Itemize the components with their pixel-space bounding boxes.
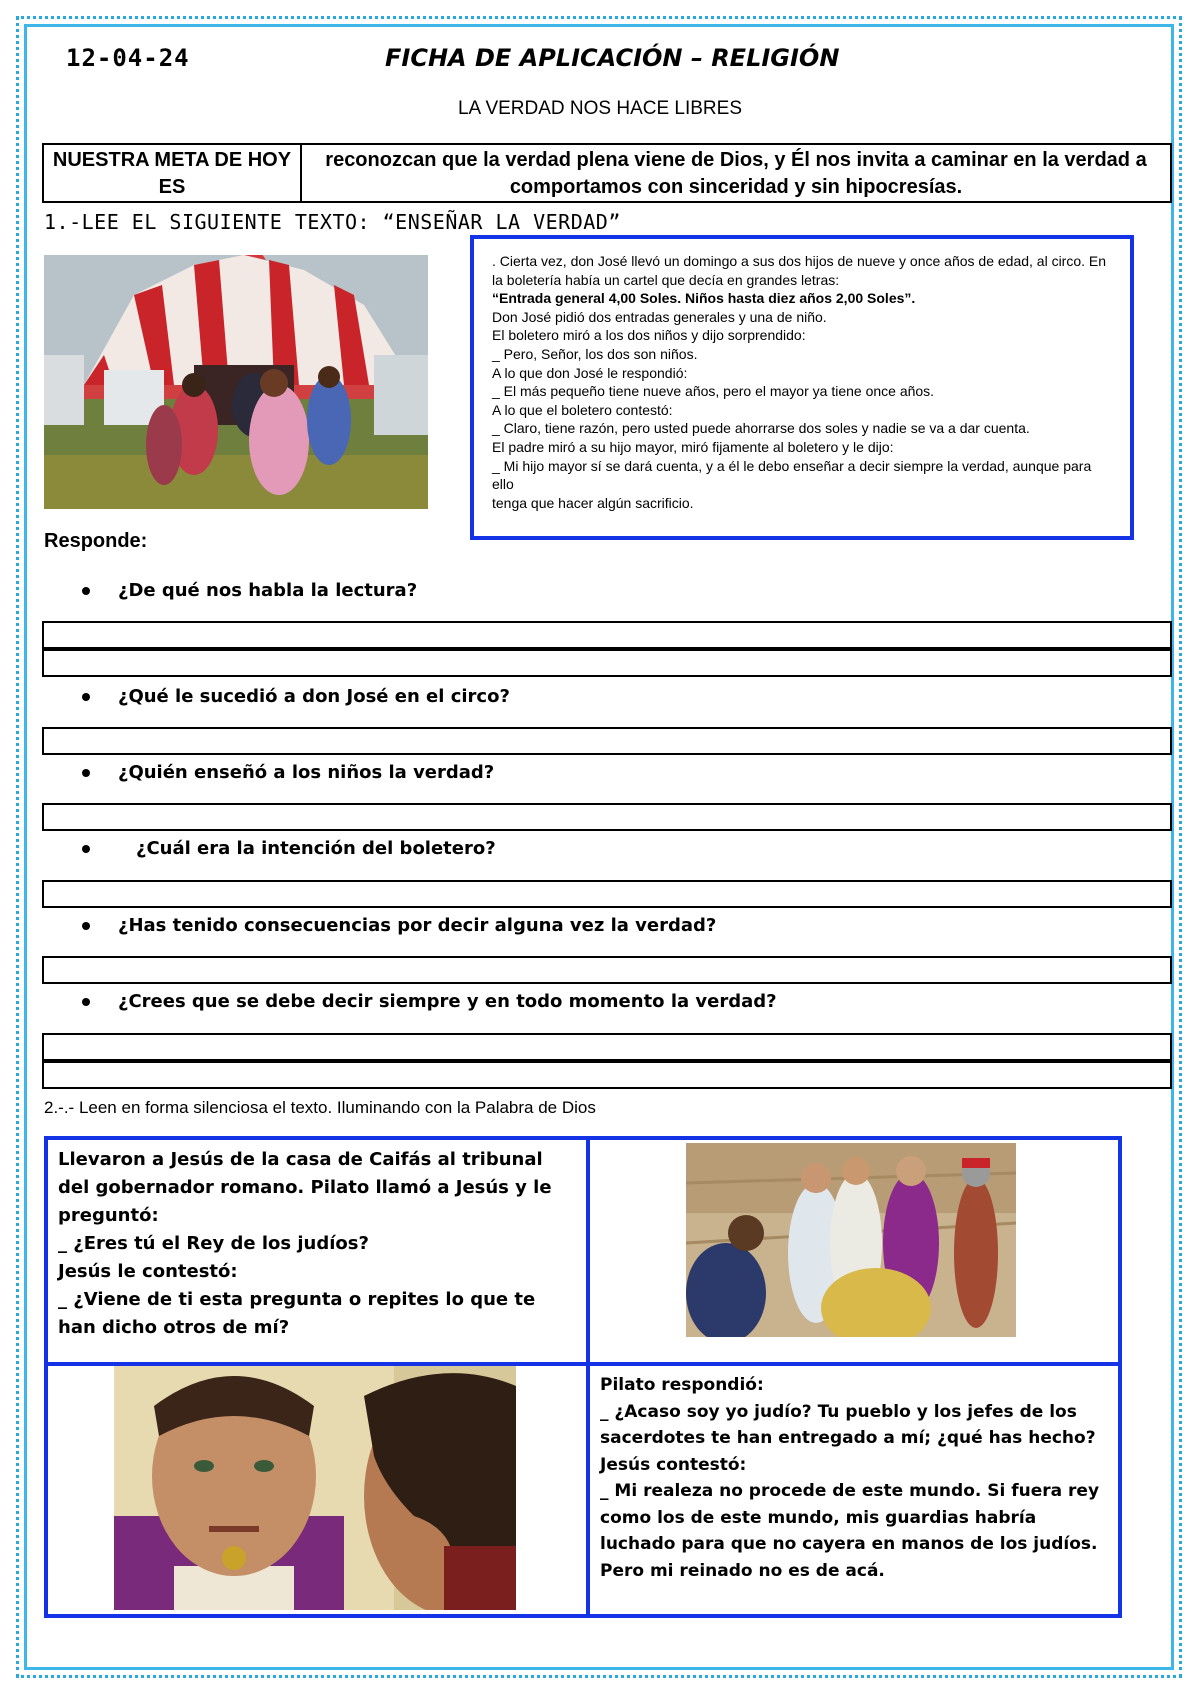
jesus-before-pilate-illustration xyxy=(686,1143,1016,1337)
question-2 xyxy=(82,686,510,707)
reading-p1: . Cierta vez, don José llevó un domingo a sus dos hijos de nueve y once años de edad, al circo. En la boletería había un cartel que decía en grandes letras: xyxy=(492,253,1107,288)
reading-text-box xyxy=(470,235,1134,540)
answer-line-2[interactable] xyxy=(42,727,1172,755)
bible-cell-4 xyxy=(600,1372,1110,1584)
worksheet-subtitle: LA VERDAD NOS HACE LIBRES xyxy=(457,98,743,119)
reading-p11: _ Mi hijo mayor sí se dará cuenta, y a él le debo enseñar a decir siempre la verdad, aunque para ello xyxy=(492,457,1092,493)
question-1 xyxy=(82,580,417,601)
cell4-line1: Pilato respondió: xyxy=(600,1375,764,1395)
question-3-text: ¿Quién enseñó a los niños la verdad? xyxy=(118,762,495,783)
question-2-text: ¿Qué le sucedió a don José en el circo? xyxy=(118,686,510,707)
cell1-line3: Jesús le contestó: xyxy=(58,1261,238,1282)
bullet-icon xyxy=(82,998,90,1006)
reading-p3: Don José pidió dos entradas generales y una de niño. xyxy=(492,308,827,325)
cell1-line2: _ ¿Eres tú el Rey de los judíos? xyxy=(58,1233,369,1254)
question-3 xyxy=(82,762,494,783)
goal-label: NUESTRA META DE HOY ES xyxy=(44,145,302,201)
question-5 xyxy=(82,915,716,936)
respond-label: Responde: xyxy=(44,530,148,552)
cell1-line4: _ ¿Viene de ti esta pregunta o repites lo que te han dicho otros de mí? xyxy=(58,1289,536,1338)
circus-image xyxy=(44,255,428,509)
bible-cell-1 xyxy=(58,1146,568,1342)
answer-line-1b[interactable] xyxy=(42,649,1172,677)
reading-p12: tenga que hacer algún sacrificio. xyxy=(492,494,694,511)
cell1-line1: Llevaron a Jesús de la casa de Caifás al tribunal del gobernador romano. Pilato llamó a Jesús y le preguntó: xyxy=(58,1149,552,1226)
answer-line-6a[interactable] xyxy=(42,1033,1172,1061)
bullet-icon xyxy=(82,693,90,701)
cell4-line3: Jesús contestó: xyxy=(600,1454,747,1475)
question-6-text: ¿Crees que se debe decir siempre y en todo momento la verdad? xyxy=(118,991,777,1012)
answer-line-6b[interactable] xyxy=(42,1061,1172,1089)
pilate-and-jesus-illustration xyxy=(114,1366,516,1610)
reading-p4: El boletero miró a los dos niños y dijo sorprendido: xyxy=(492,327,806,344)
section2-heading: 2.-.- Leen en forma silenciosa el texto. Iluminando con la Palabra de Dios xyxy=(44,1098,596,1117)
bullet-icon xyxy=(82,845,90,853)
reading-p10: El padre miró a su hijo mayor, miró fijamente al boletero y le dijo: xyxy=(492,438,894,455)
answer-line-3[interactable] xyxy=(42,803,1172,831)
cell4-line2: _ ¿Acaso soy yo judío? Tu pueblo y los jefes de los sacerdotes te han entregado a mí; ¿qué has hecho? xyxy=(600,1401,1096,1448)
question-5-text: ¿Has tenido consecuencias por decir alguna vez la verdad? xyxy=(118,915,717,936)
goal-text: reconozcan que la verdad plena viene de Dios, y Él nos invita a caminar en la verdad a comportamos con sinceridad y sin hipocresías. xyxy=(325,149,1147,198)
answer-line-1a[interactable] xyxy=(42,621,1172,649)
bullet-icon xyxy=(82,587,90,595)
reading-p2: “Entrada general 4,00 Soles. Niños hasta diez años 2,00 Soles”. xyxy=(492,290,916,307)
worksheet-date: 12-04-24 xyxy=(66,44,190,72)
section1-heading: 1.-LEE EL SIGUIENTE TEXTO: “ENSEÑAR LA VERDAD” xyxy=(44,210,621,234)
grid-divider-vertical xyxy=(586,1140,590,1614)
question-4 xyxy=(82,838,496,859)
answer-line-4[interactable] xyxy=(42,880,1172,908)
reading-p9: _ Claro, tiene razón, pero usted puede ahorrarse dos soles y nadie se va a dar cuenta. xyxy=(492,420,1030,437)
cell4-line5: Pero mi reinado no es de acá. xyxy=(600,1560,885,1581)
reading-p5: _ Pero, Señor, los dos son niños. xyxy=(492,345,698,362)
bullet-icon xyxy=(82,769,90,777)
reading-p8: A lo que el boletero contestó: xyxy=(492,401,673,418)
reading-p7: _ El más pequeño tiene nueve años, pero el mayor ya tiene once años. xyxy=(492,383,935,400)
question-6 xyxy=(82,991,777,1012)
reading-p6: A lo que don José le respondió: xyxy=(492,364,688,381)
question-4-text: ¿Cuál era la intención del boletero? xyxy=(136,838,496,859)
worksheet-title: FICHA DE APLICACIÓN – RELIGIÓN xyxy=(385,44,840,72)
cell4-line4: _ Mi realeza no procede de este mundo. Si fuera rey como los de este mundo, mis guardias habría luchado para que no cayera en manos de los judíos. xyxy=(600,1481,1100,1554)
goal-table xyxy=(42,143,1172,203)
bullet-icon xyxy=(82,922,90,930)
answer-line-5[interactable] xyxy=(42,956,1172,984)
question-1-text: ¿De qué nos habla la lectura? xyxy=(118,580,418,601)
